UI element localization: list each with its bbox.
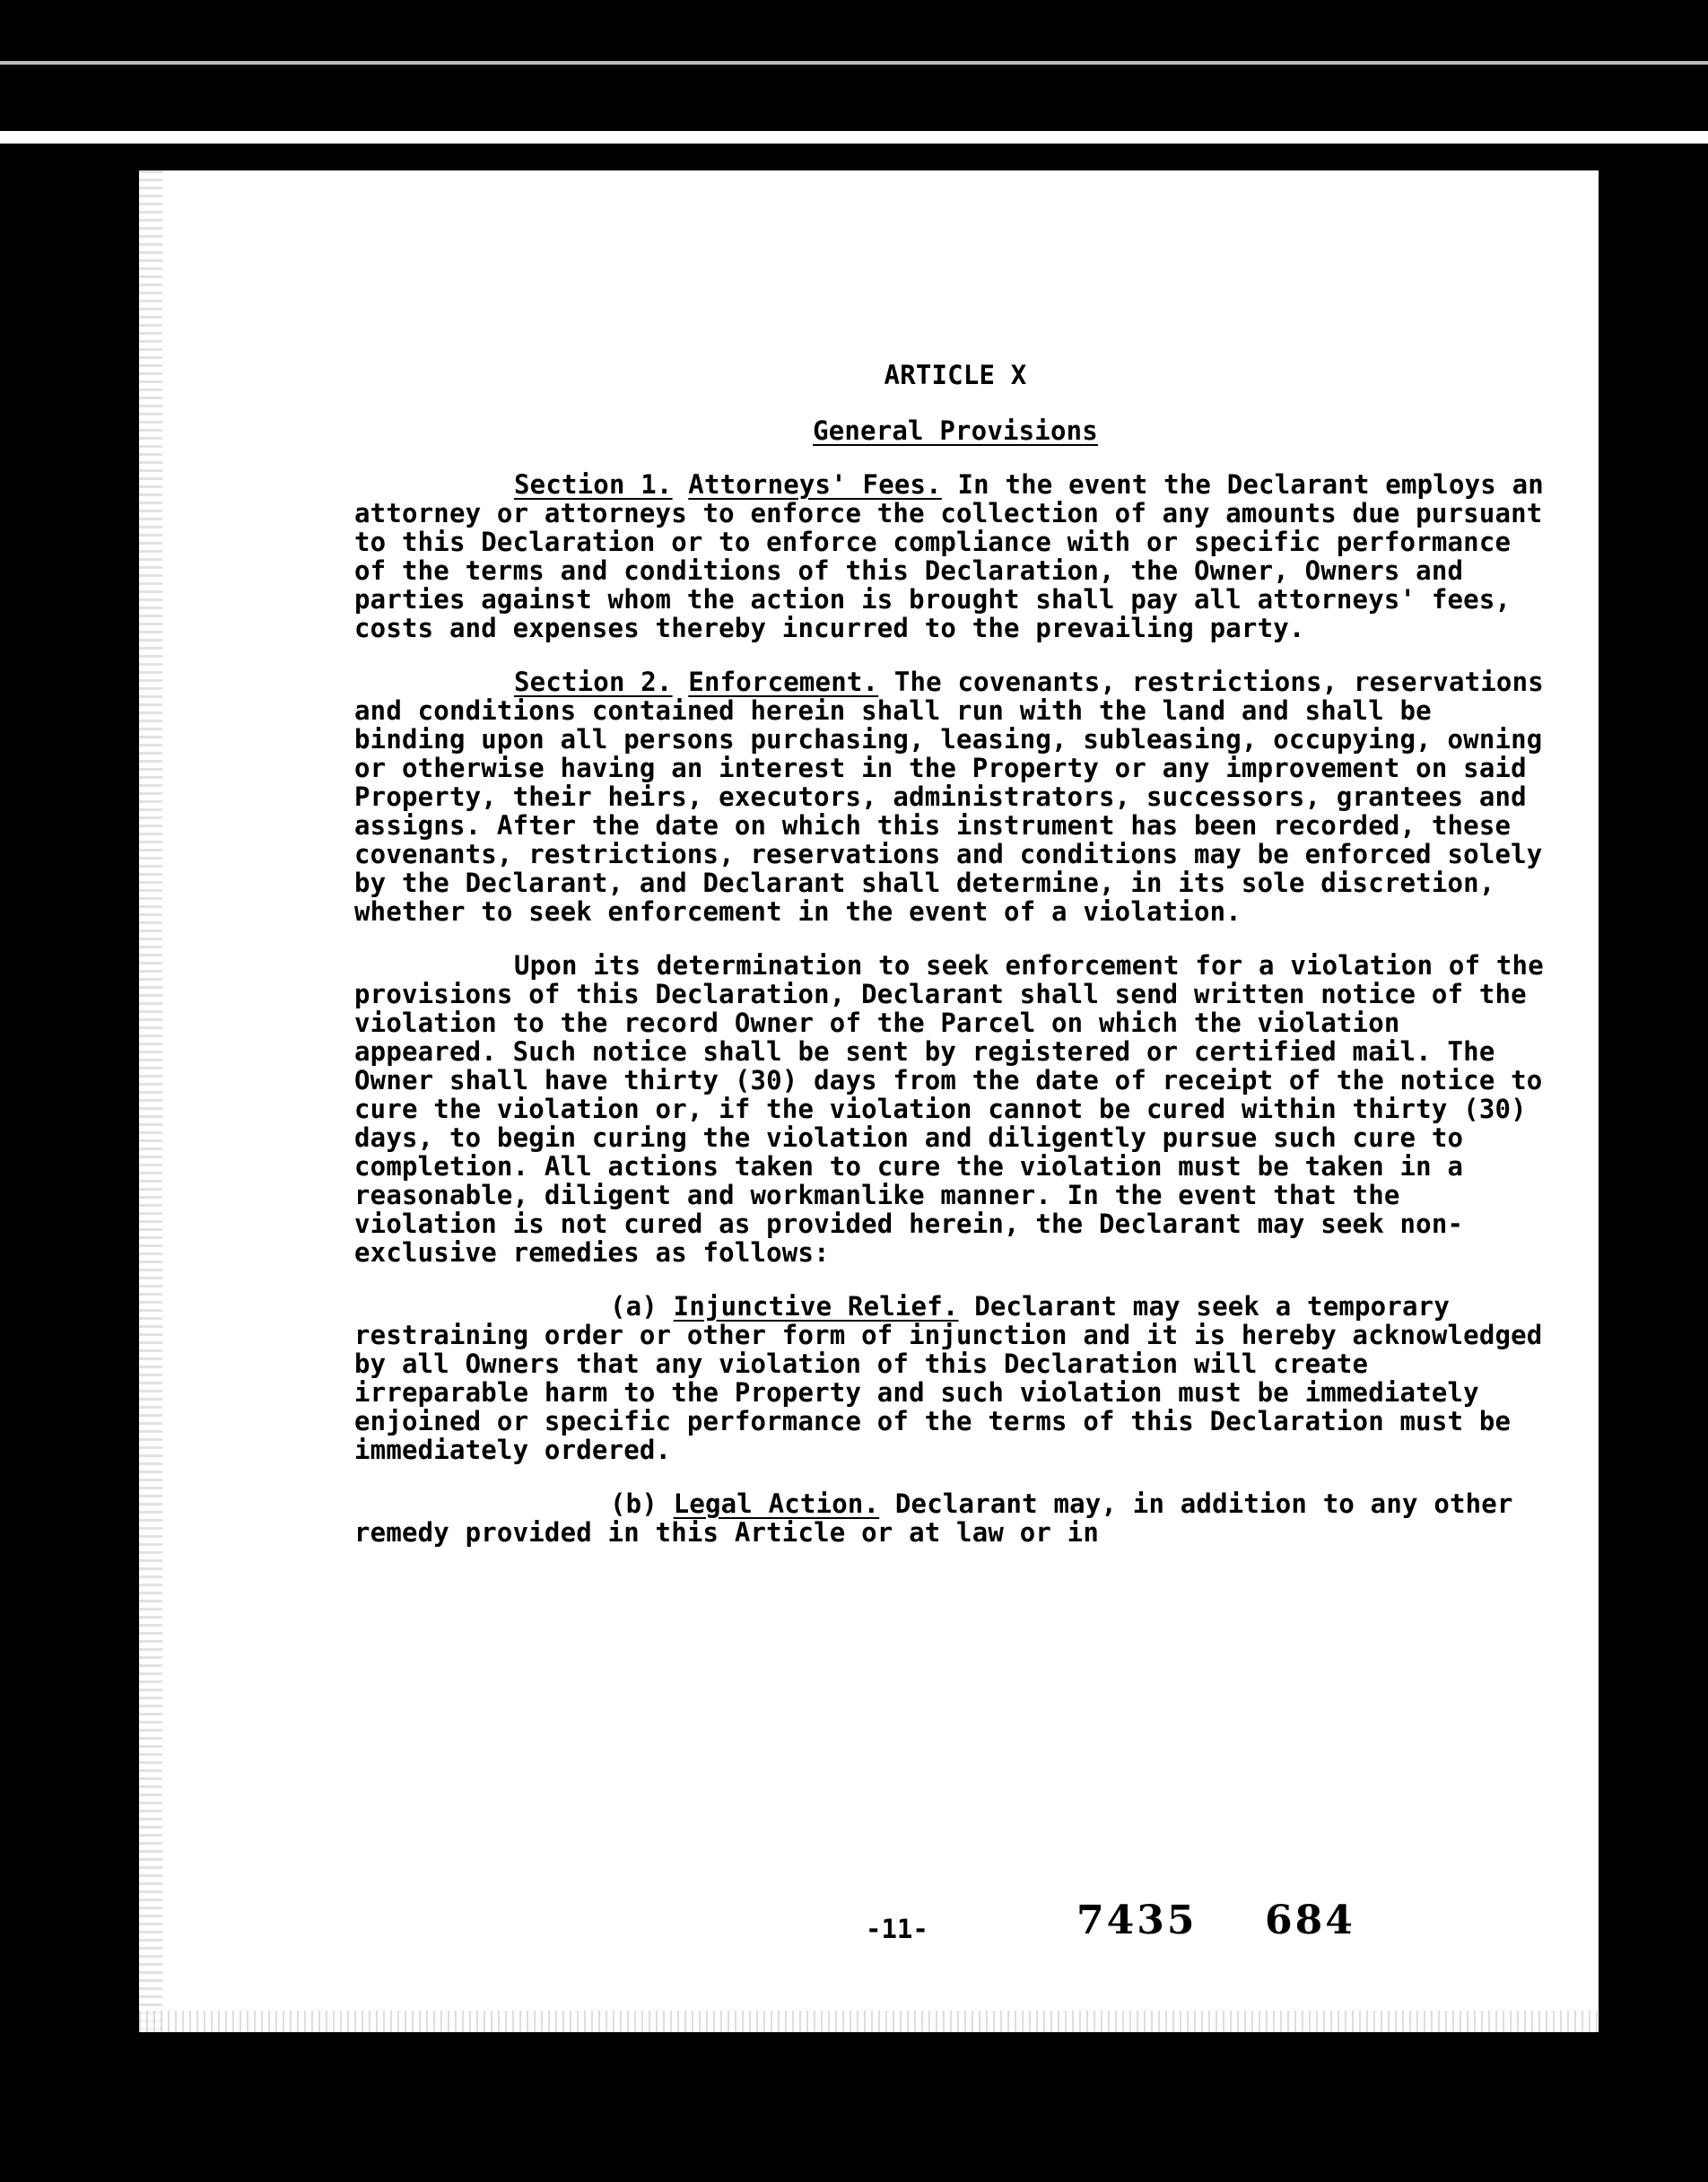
subsection-b-text: Declarant may, in addition to any other remedy provided in this Article or at law or in xyxy=(354,1488,1513,1548)
scan-noise-left xyxy=(139,170,162,2032)
scan-noise-bottom xyxy=(139,2011,1599,2032)
page-number: -11- xyxy=(866,1914,928,1944)
record-book-number: 7435 xyxy=(1076,1898,1198,1943)
subsection-a-text: Declarant may seek a temporary restraining order or other form of injunction and it is hereby acknowledged by all Owners that any violation of this Declaration will create irreparable harm to the Property and such violation must be immediately enjoined or specific performance of the terms of this Declaration must be immediately ordered. xyxy=(354,1291,1543,1465)
subsection-b-label: (b) xyxy=(610,1488,658,1519)
document-page xyxy=(139,170,1599,2032)
document-title xyxy=(354,416,1556,445)
notice-paragraph: Upon its determination to seek enforcement for a violation of the provisions of this Declaration, Declarant shall send written notice of the violation to the record Owner of the Parcel on which the violation appeared. Such notice shall be sent by registered or certified mail. The Owner shall have thirty (30) days from the date of receipt of the notice to cure the violation or, if the violation cannot be cured within thirty (30) days, to begin curing the violation and diligently pursue such cure to completion. All actions taken to cure the violation must be taken in a reasonable, diligent and workmanlike manner. In the event that the violation is not cured as provided herein, the Declarant may seek non-exclusive remedies as follows: xyxy=(354,950,1544,1268)
document-title-text: General Provisions xyxy=(813,415,1098,446)
subsection-a-heading: Injunctive Relief. xyxy=(673,1291,959,1322)
page-footer xyxy=(139,1898,1599,1951)
section-2-heading: Enforcement. xyxy=(688,667,879,697)
document-body xyxy=(354,361,1556,1547)
section-2-label: Section 2. xyxy=(514,667,673,697)
scan-border-band xyxy=(0,131,1708,144)
section-1-label: Section 1. xyxy=(514,469,673,500)
scan-border-line xyxy=(0,61,1708,65)
article-heading: ARTICLE X xyxy=(884,360,1027,390)
section-2-text: The covenants, restrictions, reservations and conditions contained herein shall run with the land and shall be binding upon all persons purchasing, leasing, subleasing, occupying, owning or otherwise having an interest in the Property or any improvement on said Property, their heirs, executors, administrators, successors, grantees and assigns. After the date on which this instrument has been recorded, these covenants, restrictions, reservations and conditions may be enforced solely by the Declarant, and Declarant shall determine, in its sole discretion, whether to seek enforcement in the event of a violation. xyxy=(354,667,1544,927)
record-page-number: 684 xyxy=(1265,1898,1355,1943)
subsection-b-paragraph xyxy=(354,1489,1556,1547)
section-2-paragraph xyxy=(354,668,1556,926)
section-1-heading: Attorneys' Fees. xyxy=(688,469,942,500)
subsection-a-label: (a) xyxy=(610,1291,658,1322)
subsection-b-heading: Legal Action. xyxy=(673,1488,880,1519)
section-1-text: In the event the Declarant employs an attorney or attorneys to enforce the collection of any amounts due pursuant to this Declaration or to enforce compliance with or specific performance of the terms and conditions of this Declaration, the Owner, Owners and parties against whom the action is brought shall pay all attorneys' fees, costs and expenses thereby incurred to the prevailing party. xyxy=(354,469,1544,643)
subsection-a-paragraph xyxy=(354,1292,1556,1464)
section-1-paragraph xyxy=(354,470,1556,642)
